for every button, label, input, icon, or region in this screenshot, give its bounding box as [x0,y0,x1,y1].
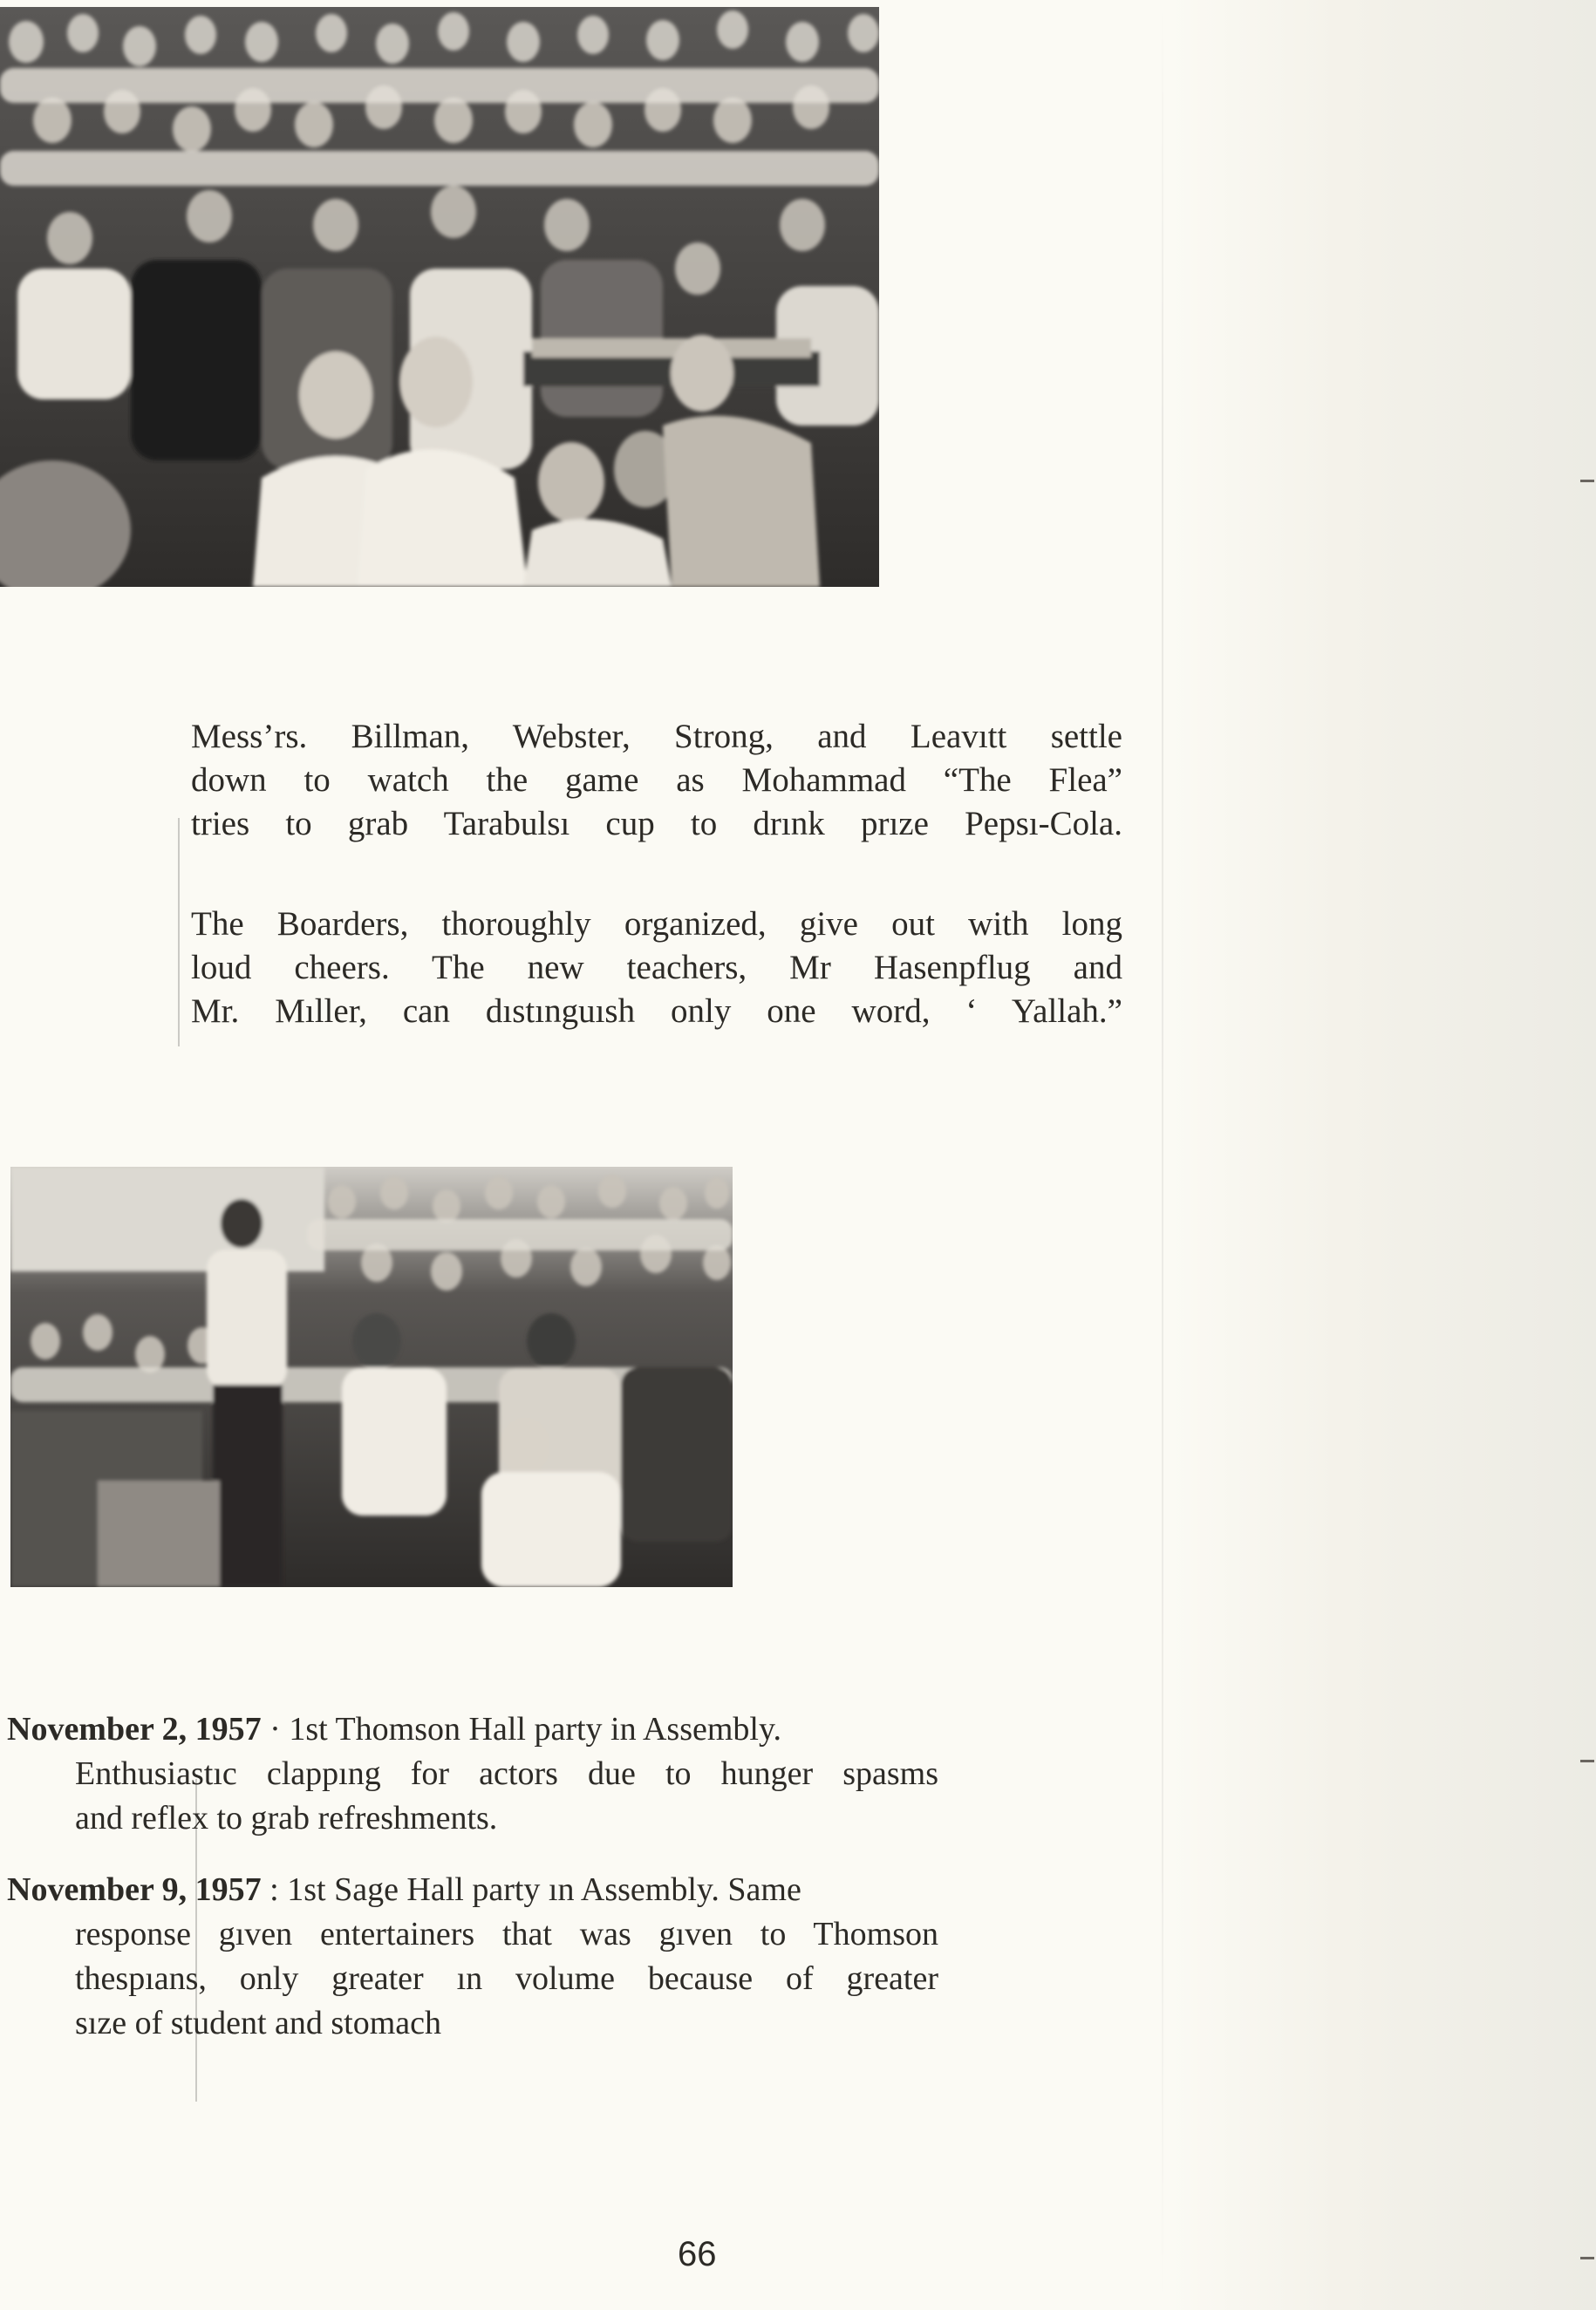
crease-line [178,818,180,1046]
photo-boarders-cheering [10,1167,733,1587]
margin-tick [1580,1760,1594,1762]
entry-line: thespıans, only greater ın volume because of greater [75,1960,938,1997]
caption-photo-1 [191,715,1122,846]
photo-spectators-stands [0,7,879,587]
entry-separator: · [261,1711,290,1748]
margin-tick [1580,2257,1594,2259]
caption-line: The Boarders, thoroughly organized, give out with long [191,905,1122,943]
entry-text: 1st Sage Hall party ın Assembly. Same [287,1871,801,1908]
diary-entry [7,1707,938,1841]
margin-tick [1580,480,1594,482]
entry-continuation [7,1912,938,2046]
caption-line: Mess’rs. Billman, Webster, Strong, and Leavıtt settle [191,718,1122,755]
entry-first-line [7,1707,938,1752]
entry-date: November 2, 1957 [7,1711,262,1748]
caption-line: Mr. Mıller, can dıstınguısh only one word, ‘ Yallah.” [191,992,1122,1030]
entry-line: response gıven entertainers that was gıven to Thomson [75,1916,938,1952]
caption-line: loud cheers. The new teachers, Mr Hasenpflug and [191,949,1122,986]
page-fold-line [1162,0,1163,2310]
entry-separator: : [261,1871,288,1908]
entry-date: November 9, 1957 [7,1871,262,1908]
crease-line [195,1779,197,2102]
photo-boarders-cheering-image [10,1167,733,1587]
page-shading [1169,0,1596,2310]
caption-boarders [191,903,1122,1033]
entry-text: 1st Thomson Hall party in Assembly. [289,1711,782,1748]
caption-line: down to watch the game as Mohammad “The Flea” [191,761,1122,799]
diary-entry [7,1868,938,2046]
entry-line: sıze of student and stomach [75,2005,442,2041]
caption-line: tries to grab Tarabulsı cup to drınk prıze Pepsı-Cola. [191,805,1122,842]
photo-spectators-stands-image [0,7,879,587]
page-number: 66 [678,2235,717,2273]
entry-line: and reflex to grab refreshments. [75,1800,498,1836]
entry-line: Enthusiastıc clappıng for actors due to hunger spasms [75,1755,938,1792]
entry-first-line [7,1868,938,1912]
entry-continuation [7,1752,938,1841]
